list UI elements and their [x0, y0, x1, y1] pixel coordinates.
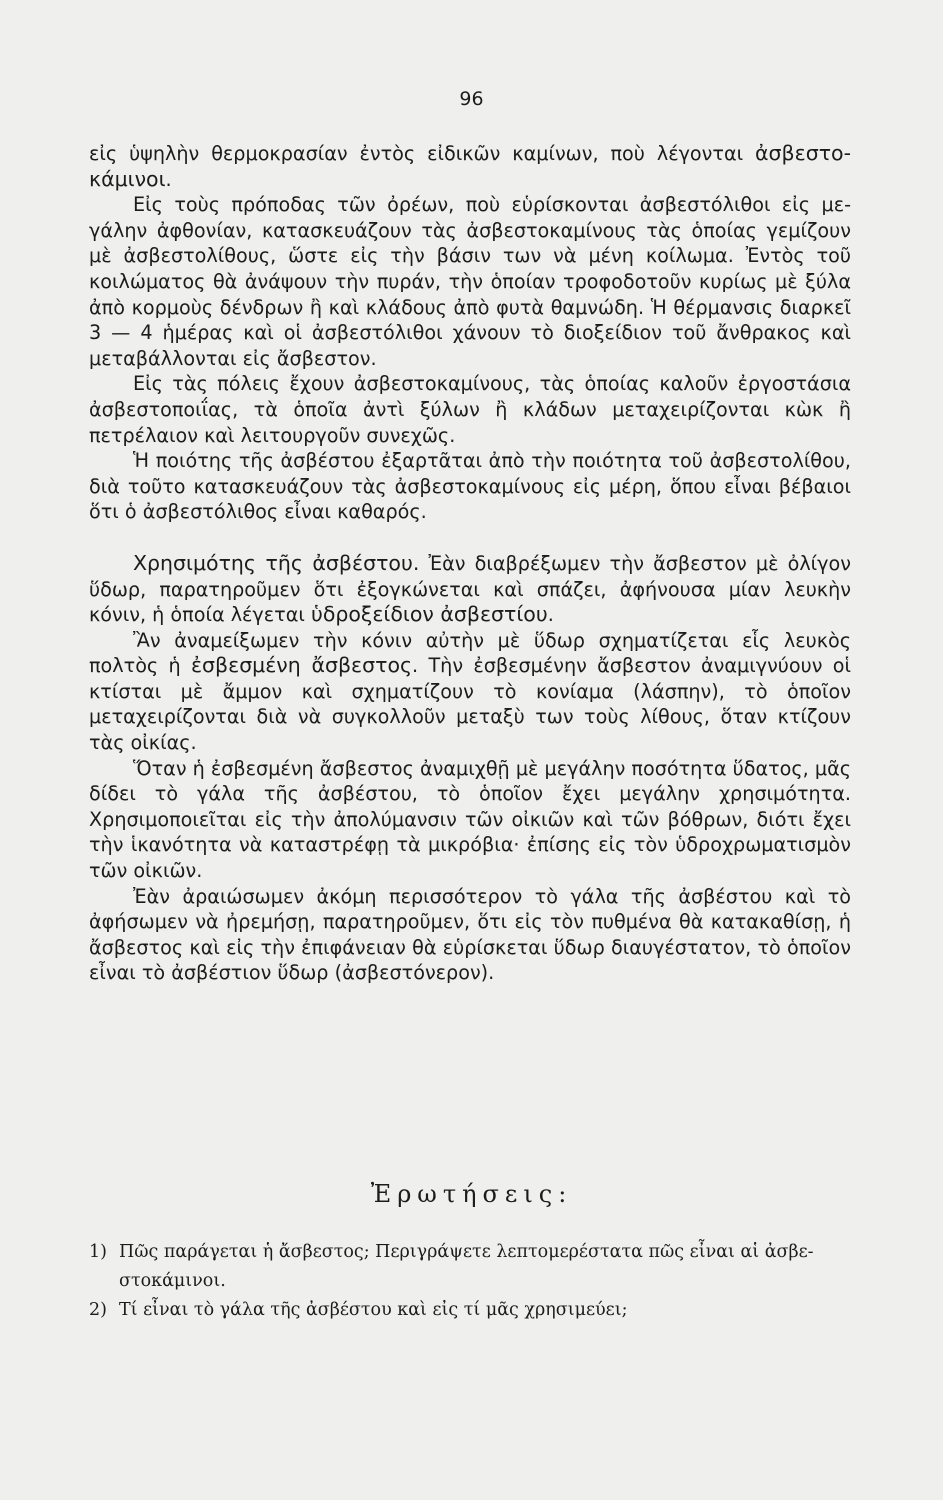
paragraph — [89, 551, 851, 628]
question-text: Πῶς παράγεται ἡ ἄσβεστος; Περιγράψετε λεπτομερέστατα πῶς εἶναι αἱ ἀσβεστοκάμινοι. — [119, 1242, 814, 1291]
paragraph — [89, 371, 851, 448]
text-run: . — [547, 603, 554, 627]
text-run: εἰς ὑψηλὴν θερμοκρασίαν ἐντὸς εἰδικῶν καμίνων, ποὺ λέγονται — [89, 142, 756, 165]
text-run: . — [165, 167, 172, 191]
text-run: Ὅταν ἡ ἐσβεσμένη ἄσβεστος ἀναμιχθῇ μὲ μεγάλην ποσότητα ὕδατος, μᾶς δίδει τὸ γάλα τῆς ἀσβέστου, τὸ ὁποῖον ἔχει μεγάλην χρησιμότητα. Χρησιμοποιεῖται εἰς τὴν ἀπολύμανσιν τῶν οἰκιῶν καὶ τῶν βόθρων, διότι ἔχει τὴν ἱκανότητα νὰ καταστρέφῃ τὰ μικρόβια· ἐπίσης εἰς τὸν ὑδροχρωματισμὸν τῶν οἰκιῶν. — [89, 756, 851, 883]
text-run: Εἰς τοὺς πρόποδας τῶν ὀρέων, ποὺ εὑρίσκονται ἀσβεστόλιθοι εἰς μεγάλην ἀφθονίαν, κατασκευάζουν τὰς ἀσβεστοκαμίνους τὰς ὁποίας γεμίζουν μὲ ἀσβεστολίθους, ὥστε εἰς τὴν βάσιν των νὰ μένη κοίλωμα. Ἐντὸς τοῦ κοιλώματος θὰ ἀνάψουν τὴν πυράν, τὴν ὁποίαν τροφοδοτοῦν κυρίως μὲ ξύλα ἀπὸ κορμοὺς δένδρων ἢ καὶ κλάδους ἀπὸ φυτὰ θαμνώδη. Ἡ θέρμανσις διαρκεῖ 3 — 4 ἡμέρας καὶ οἱ ἀσβεστόλιθοι χάνουν τὸ διοξείδιον τοῦ ἄνθρακος καὶ μεταβάλλονται εἰς ἄσβεστον. — [89, 193, 851, 370]
paragraph — [89, 448, 851, 525]
text-run: . Τὴν ἐσβεσμένην ἄσβεστον ἀναμιγνύουν οἱ κτίσται μὲ ἄμμον καὶ σχηματίζουν τὸ κονίαμα (λάσπην), τὸ ὁποῖον μεταχειρίζονται διὰ νὰ συγκολλοῦν μεταξὺ των τοὺς λίθους, ὅταν κτίζουν τὰς οἰκίας. — [89, 654, 851, 755]
text-run: Ἡ ποιότης τῆς ἀσβέστου ἐξαρτᾶται ἀπὸ τὴν ποιότητα τοῦ ἀσβεστολίθου, διὰ τοῦτο κατασκευάζουν τὰς ἀσβεστοκαμίνους εἰς μέρη, ὅπου εἶναι βέβαιοι ὅτι ὁ ἀσβεστόλιθος εἶναι καθαρός. — [89, 449, 851, 524]
text-run: Ἐὰν ἀραιώσωμεν ἀκόμη περισσότερον τὸ γάλα τῆς ἀσβέστου καὶ τὸ ἀφήσωμεν νὰ ἠρεμήσῃ, παρατηροῦμεν, ὅτι εἰς τὸν πυθμένα θὰ κατακαθίσῃ, ἡ ἄσβεστος καὶ εἰς τὴν ἐπιφάνειαν θὰ εὑρίσκεται ὕδωρ διαυγέστατον, τὸ ὁποῖον εἶναι τὸ ἀσβέστιον ὕδωρ (ἀσβεστόνερον). — [89, 884, 851, 985]
paragraph — [89, 756, 851, 884]
paragraph — [89, 192, 851, 371]
questions-heading: Ἐρωτήσεις: — [370, 1180, 573, 1208]
section-heading: Χρησιμότης τῆς ἀσβέστου. — [133, 550, 420, 575]
text-run: Ἐὰν διαβρέξωμεν τὴν ἄσβεστον μὲ ὀλίγον ὕδωρ, παρατηροῦμεν ὅτι ἐξογκώνεται καὶ σπάζει, ἀφήνουσα μίαν λευκὴν κόνιν, ἡ ὁποία λέγεται — [89, 551, 851, 627]
page-number: 96 — [459, 88, 484, 110]
term-hydroxide: ὑδροξείδιον ἀσβεστίου — [310, 602, 548, 627]
question-item — [89, 1238, 859, 1296]
question-number: 1) — [89, 1242, 107, 1262]
term-asvestokaminoi: ἀσβεστοκάμινοι — [89, 141, 851, 191]
body-text — [89, 141, 851, 986]
question-number: 2) — [89, 1300, 107, 1320]
question-item — [89, 1296, 859, 1325]
paragraph — [89, 628, 851, 756]
term-slaked-lime: ἐσβεσμένη ἄσβεστος — [190, 653, 413, 678]
question-text: Τί εἶναι τὸ γάλα τῆς ἀσβέστου καὶ εἰς τί μᾶς χρησιμεύει; — [119, 1300, 628, 1320]
text-run: Εἰς τὰς πόλεις ἔχουν ἀσβεστοκαμίνους, τὰς ὁποίας καλοῦν ἐργοστάσια ἀσβεστοποιΐας, τὰ ὁποῖα ἀντὶ ξύλων ἢ κλάδων μεταχειρίζονται κὼκ ἢ πετρέλαιον καὶ λειτουργοῦν συνεχῶς. — [89, 372, 851, 447]
text-run: Ἂν ἀναμείξωμεν τὴν κόνιν αὐτὴν μὲ ὕδωρ σχηματίζεται εἷς λευκὸς πολτὸς ἡ — [89, 628, 851, 678]
paragraph — [89, 141, 851, 192]
paragraph — [89, 884, 851, 986]
questions-list — [89, 1238, 859, 1325]
